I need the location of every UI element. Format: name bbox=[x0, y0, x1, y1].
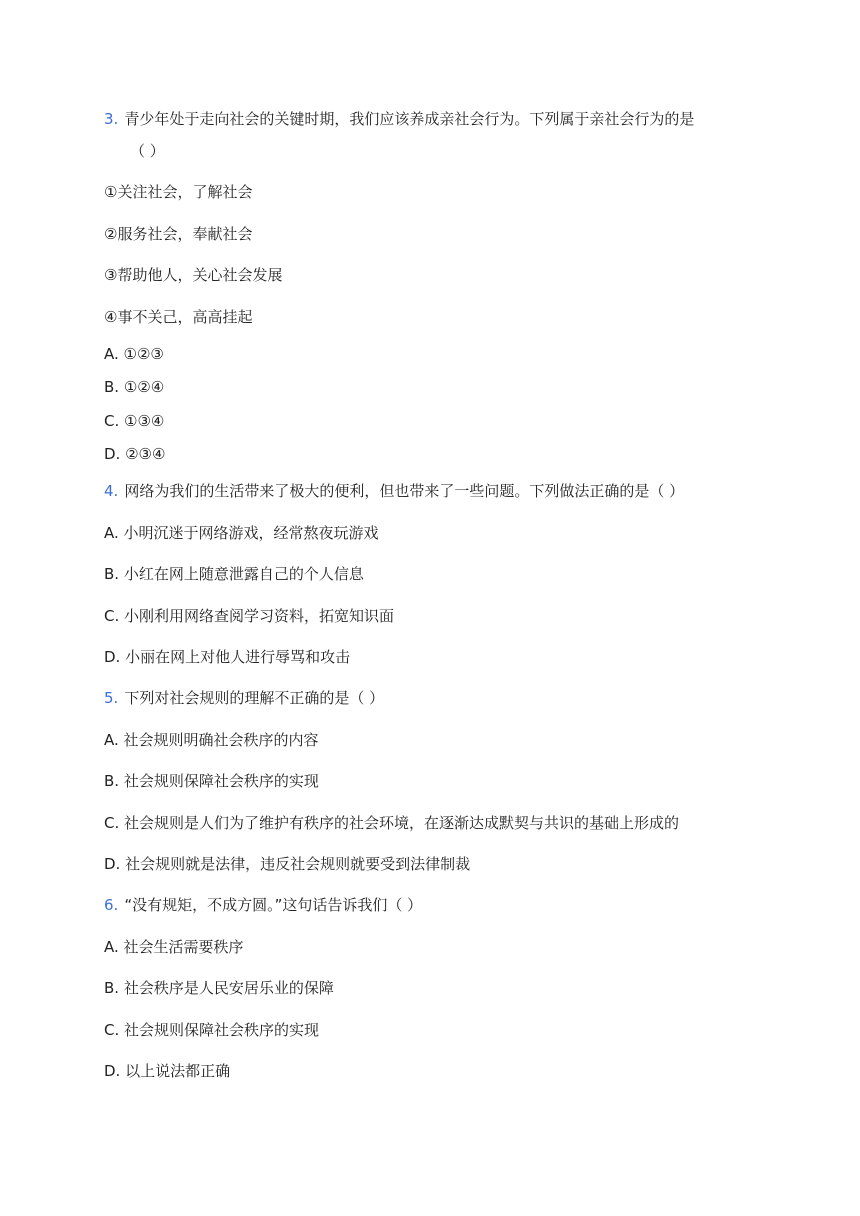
statement-1: ①关注社会，了解社会 bbox=[104, 183, 253, 201]
statement-2: ②服务社会，奉献社会 bbox=[104, 225, 253, 243]
question-5-option-a[interactable]: A. 社会规则明确社会秩序的内容 bbox=[104, 731, 319, 749]
question-4-option-c[interactable]: C. 小刚利用网络查阅学习资料，拓宽知识面 bbox=[104, 607, 395, 625]
question-number: 3. bbox=[104, 110, 119, 128]
question-3-option-b[interactable]: B. ①②④ bbox=[104, 378, 165, 396]
question-4-option-a[interactable]: A. 小明沉迷于网络游戏，经常熬夜玩游戏 bbox=[104, 524, 379, 542]
question-number: 5. bbox=[104, 689, 119, 707]
question-3-answer-blank: （ ） bbox=[130, 142, 165, 160]
question-5-option-c[interactable]: C. 社会规则是人们为了维护有秩序的社会环境，在逐渐达成默契与共识的基础上形成的 bbox=[104, 814, 680, 832]
statement-4: ④事不关己，高高挂起 bbox=[104, 308, 253, 326]
question-number: 4. bbox=[104, 482, 119, 500]
question-5-option-d[interactable]: D. 社会规则就是法律，违反社会规则就要受到法律制裁 bbox=[104, 855, 471, 873]
statement-3: ③帮助他人，关心社会发展 bbox=[104, 266, 283, 284]
question-4-option-d[interactable]: D. 小丽在网上对他人进行辱骂和攻击 bbox=[104, 648, 351, 666]
question-5-stem bbox=[104, 688, 384, 708]
question-6-option-d[interactable]: D. 以上说法都正确 bbox=[104, 1062, 231, 1080]
question-3-option-c[interactable]: C. ①③④ bbox=[104, 412, 165, 430]
question-text: “没有规矩，不成方圆。”这句话告诉我们（ ） bbox=[124, 896, 423, 914]
question-5-option-b[interactable]: B. 社会规则保障社会秩序的实现 bbox=[104, 772, 319, 790]
question-4-stem bbox=[104, 481, 684, 501]
question-6-option-c[interactable]: C. 社会规则保障社会秩序的实现 bbox=[104, 1021, 320, 1039]
question-3-option-d[interactable]: D. ②③④ bbox=[104, 445, 166, 463]
question-6-stem bbox=[104, 895, 422, 915]
question-3-stem bbox=[104, 109, 694, 129]
question-6-option-a[interactable]: A. 社会生活需要秩序 bbox=[104, 938, 244, 956]
question-text: 青少年处于走向社会的关键时期，我们应该养成亲社会行为。下列属于亲社会行为的是 bbox=[124, 110, 695, 128]
question-6-option-b[interactable]: B. 社会秩序是人民安居乐业的保障 bbox=[104, 979, 334, 997]
question-text: 下列对社会规则的理解不正确的是（ ） bbox=[124, 689, 385, 707]
question-4-option-b[interactable]: B. 小红在网上随意泄露自己的个人信息 bbox=[104, 565, 364, 583]
question-number: 6. bbox=[104, 896, 119, 914]
question-text: 网络为我们的生活带来了极大的便利，但也带来了一些问题。下列做法正确的是（ ） bbox=[124, 482, 685, 500]
question-3-option-a[interactable]: A. ①②③ bbox=[104, 345, 164, 363]
